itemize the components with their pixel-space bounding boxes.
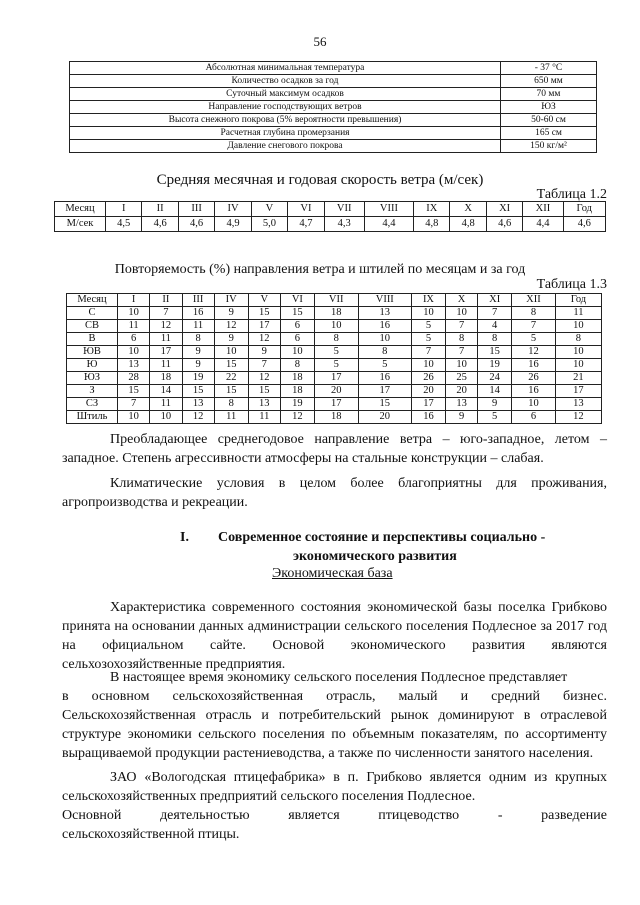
table-cell: 7 xyxy=(445,320,477,333)
table-cell: 9 xyxy=(214,333,248,346)
table-row xyxy=(67,398,602,411)
table-row xyxy=(70,114,597,127)
table-cell: 13 xyxy=(248,398,280,411)
table-cell: 17 xyxy=(150,346,182,359)
table-row xyxy=(67,333,602,346)
wind-repeat-title: Повторяемость (%) направления ветра и штилей по месяцам и за год xyxy=(114,262,526,277)
paragraph-continuation: Сельскохозяйственная отрасль и потребительский рынок доминируют в отраслевой структуре экономики сельского поселения по объемным показателям, по ассортименту выращиваемой продукции растениеводства, а также по численности занятого населения. xyxy=(62,708,607,761)
table-cell: 18 xyxy=(280,385,314,398)
table-cell: 5 xyxy=(314,359,358,372)
word: малый xyxy=(398,689,438,704)
table-cell: 10 xyxy=(314,320,358,333)
table-row xyxy=(67,320,602,333)
table-cell: 16 xyxy=(358,372,412,385)
table-cell: 12 xyxy=(280,411,314,424)
climate-value: 70 мм xyxy=(501,88,597,101)
table-cell: 12 xyxy=(214,320,248,333)
table-cell: 13 xyxy=(182,398,214,411)
table-cell: 15 xyxy=(118,385,150,398)
row-label: СЗ xyxy=(67,398,118,411)
table-row xyxy=(67,385,602,398)
table-cell: 5 xyxy=(478,411,512,424)
paragraph-climate-conditions: Климатические условия в целом более благоприятны для проживания, агропроизводства и рекреации. xyxy=(62,476,607,510)
table-cell: 15 xyxy=(248,385,280,398)
climate-parameter: Суточный максимум осадков xyxy=(70,88,501,101)
table-cell: 7 xyxy=(512,320,556,333)
column-header: X xyxy=(445,294,477,307)
column-header: IV xyxy=(215,202,251,217)
table-cell: 26 xyxy=(512,372,556,385)
table-cell: 11 xyxy=(248,411,280,424)
table-cell: 4,3 xyxy=(324,217,364,232)
paragraph-line: В настоящее время экономику сельского поселения Подлесное представляет xyxy=(110,670,568,685)
table-cell: 7 xyxy=(150,307,182,320)
climate-parameter: Количество осадков за год xyxy=(70,75,501,88)
subheading-economic-base: Экономическая база xyxy=(272,566,393,581)
paragraph-economy-structure xyxy=(62,668,607,763)
table-cell: 4,7 xyxy=(288,217,324,232)
table-row xyxy=(70,140,597,153)
table-cell: 11 xyxy=(214,411,248,424)
paragraph-continuation: ЗАО «Вологодская птицефабрика» в п. Грибково является одним из крупных сельскохозяйственных предприятий сельского поселения Подлесное. xyxy=(62,770,607,804)
column-header: IV xyxy=(214,294,248,307)
table-cell: 7 xyxy=(445,346,477,359)
climate-value: ЮЗ xyxy=(501,101,597,114)
column-header: II xyxy=(142,202,178,217)
column-header: Месяц xyxy=(55,202,106,217)
column-header: VIII xyxy=(364,202,413,217)
section-number: I. xyxy=(180,530,189,545)
word: бизнес. xyxy=(563,689,607,704)
table-cell: 16 xyxy=(358,320,412,333)
wind-speed-title: Средняя месячная и годовая скорость ветра (м/сек) xyxy=(156,172,484,188)
column-header: III xyxy=(178,202,214,217)
table-cell: 4,6 xyxy=(563,217,605,232)
table-cell: 11 xyxy=(555,307,601,320)
word: разведение xyxy=(541,808,607,823)
table-cell: 10 xyxy=(445,307,477,320)
word: средний xyxy=(491,689,540,704)
table-cell: 4,8 xyxy=(450,217,486,232)
column-header: I xyxy=(106,202,142,217)
word: Основной xyxy=(62,808,122,823)
table-cell: 17 xyxy=(314,372,358,385)
table-cell: 7 xyxy=(248,359,280,372)
row-label: М/сек xyxy=(55,217,106,232)
climate-parameter: Направление господствующих ветров xyxy=(70,101,501,114)
table-cell: 13 xyxy=(555,398,601,411)
table-cell: 10 xyxy=(555,359,601,372)
table-cell: 22 xyxy=(214,372,248,385)
table-cell: 10 xyxy=(358,333,412,346)
table-cell: 26 xyxy=(412,372,446,385)
table-cell: 17 xyxy=(555,385,601,398)
column-header: VIII xyxy=(358,294,412,307)
table-cell: 19 xyxy=(478,359,512,372)
word: птицеводство xyxy=(378,808,460,823)
column-header: X xyxy=(450,202,486,217)
table-cell: 6 xyxy=(280,320,314,333)
climate-parameter: Давление снегового покрова xyxy=(70,140,501,153)
table-cell: 24 xyxy=(478,372,512,385)
row-label: В xyxy=(67,333,118,346)
table-cell: 4,6 xyxy=(178,217,214,232)
table-cell: 9 xyxy=(182,359,214,372)
paragraph-justified-line xyxy=(62,687,607,706)
paragraph-wind-direction: Преобладающее среднегодовое направление ветра – юго-западное, летом – западное. Степень агрессивности атмосферы на стальные конструкции – слабая. xyxy=(62,432,607,466)
table-cell: 16 xyxy=(412,411,446,424)
word: является xyxy=(288,808,340,823)
table-cell: 5 xyxy=(412,333,446,346)
table-cell: 15 xyxy=(248,307,280,320)
table-cell: 6 xyxy=(512,411,556,424)
climate-parameter: Расчетная глубина промерзания xyxy=(70,127,501,140)
table-cell: 12 xyxy=(248,333,280,346)
table-cell: 10 xyxy=(412,307,446,320)
row-label: ЮЗ xyxy=(67,372,118,385)
word: основном xyxy=(91,689,150,704)
table-cell: 9 xyxy=(445,411,477,424)
table-row xyxy=(55,217,606,232)
table-cell: 12 xyxy=(555,411,601,424)
climate-value: - 37 °С xyxy=(501,62,597,75)
table-cell: 15 xyxy=(214,359,248,372)
table-cell: 6 xyxy=(280,333,314,346)
climate-value: 165 см xyxy=(501,127,597,140)
column-header: II xyxy=(150,294,182,307)
table-cell: 17 xyxy=(248,320,280,333)
table-cell: 20 xyxy=(412,385,446,398)
column-header: III xyxy=(182,294,214,307)
table-cell: 6 xyxy=(118,333,150,346)
column-header: Год xyxy=(563,202,605,217)
paragraph-poultry-farm xyxy=(62,768,607,844)
table-cell: 12 xyxy=(512,346,556,359)
row-label: Штиль xyxy=(67,411,118,424)
table-cell: 15 xyxy=(358,398,412,411)
table-cell: 9 xyxy=(248,346,280,359)
table-cell: 8 xyxy=(555,333,601,346)
table-cell: 28 xyxy=(118,372,150,385)
table-cell: 14 xyxy=(478,385,512,398)
table-cell: 12 xyxy=(248,372,280,385)
table-cell: 8 xyxy=(478,333,512,346)
column-header: IX xyxy=(414,202,450,217)
table-cell: 10 xyxy=(150,411,182,424)
paragraph-justified-line xyxy=(62,806,607,825)
table-cell: 10 xyxy=(118,346,150,359)
table-header-row xyxy=(67,294,602,307)
table-cell: 19 xyxy=(280,398,314,411)
column-header: I xyxy=(118,294,150,307)
table-row xyxy=(70,127,597,140)
climate-parameter: Высота снежного покрова (5% вероятности превышения) xyxy=(70,114,501,127)
row-label: ЮВ xyxy=(67,346,118,359)
table-cell: 11 xyxy=(150,398,182,411)
column-header: XII xyxy=(523,202,563,217)
word: в xyxy=(62,689,69,704)
table-cell: 15 xyxy=(280,307,314,320)
table-cell: 8 xyxy=(358,346,412,359)
page-number: 56 xyxy=(313,34,327,49)
climate-value: 50-60 см xyxy=(501,114,597,127)
table-cell: 13 xyxy=(358,307,412,320)
row-label: СВ xyxy=(67,320,118,333)
table-cell: 10 xyxy=(118,411,150,424)
table-cell: 18 xyxy=(314,411,358,424)
word: - xyxy=(497,808,503,823)
table-cell: 10 xyxy=(214,346,248,359)
table-cell: 25 xyxy=(445,372,477,385)
table-row xyxy=(70,62,597,75)
table-cell: 8 xyxy=(280,359,314,372)
table-cell: 10 xyxy=(445,359,477,372)
table-cell: 10 xyxy=(555,320,601,333)
table-cell: 11 xyxy=(182,320,214,333)
table-cell: 10 xyxy=(280,346,314,359)
table-cell: 8 xyxy=(182,333,214,346)
climate-value: 150 кг/м² xyxy=(501,140,597,153)
section-title-line1: Современное состояние и перспективы социально - xyxy=(218,530,546,545)
table-cell: 10 xyxy=(555,346,601,359)
table-cell: 8 xyxy=(445,333,477,346)
paragraph-economic-characteristics: Характеристика современного состояния экономической базы поселка Грибково принята на основании данных администрации сельского поселения Подлесное за 2017 год на официальном сайте. Основой экономического развития являются сельхозохозяйственные предприятия. xyxy=(62,600,607,672)
table-cell: 20 xyxy=(358,411,412,424)
column-header: VII xyxy=(324,202,364,217)
table-row xyxy=(67,411,602,424)
table-cell: 9 xyxy=(478,398,512,411)
column-header: IX xyxy=(412,294,446,307)
row-label: С xyxy=(67,307,118,320)
table-cell: 8 xyxy=(314,333,358,346)
column-header: XI xyxy=(478,294,512,307)
table-cell: 15 xyxy=(214,385,248,398)
table-row xyxy=(67,372,602,385)
table-cell: 17 xyxy=(314,398,358,411)
table-cell: 5 xyxy=(412,320,446,333)
column-header: VI xyxy=(280,294,314,307)
table-cell: 7 xyxy=(478,307,512,320)
table-cell: 12 xyxy=(150,320,182,333)
climate-table xyxy=(69,61,597,153)
wind-repeat-table-label: Таблица 1.3 xyxy=(536,277,607,292)
table-cell: 18 xyxy=(150,372,182,385)
table-cell: 20 xyxy=(314,385,358,398)
table-cell: 12 xyxy=(182,411,214,424)
table-cell: 11 xyxy=(150,359,182,372)
table-cell: 11 xyxy=(150,333,182,346)
word: отрасль, xyxy=(326,689,376,704)
table-cell: 18 xyxy=(314,307,358,320)
table-row xyxy=(67,359,602,372)
table-cell: 18 xyxy=(280,372,314,385)
table-cell: 14 xyxy=(150,385,182,398)
climate-value: 650 мм xyxy=(501,75,597,88)
table-cell: 10 xyxy=(118,307,150,320)
climate-parameter: Абсолютная минимальная температура xyxy=(70,62,501,75)
table-cell: 5,0 xyxy=(251,217,287,232)
column-header: V xyxy=(251,202,287,217)
table-cell: 7 xyxy=(118,398,150,411)
table-cell: 7 xyxy=(412,346,446,359)
column-header: VI xyxy=(288,202,324,217)
table-cell: 4,4 xyxy=(523,217,563,232)
table-cell: 13 xyxy=(118,359,150,372)
table-cell: 16 xyxy=(182,307,214,320)
row-label: З xyxy=(67,385,118,398)
word: деятельностью xyxy=(160,808,250,823)
table-cell: 4 xyxy=(478,320,512,333)
table-cell: 20 xyxy=(445,385,477,398)
table-cell: 15 xyxy=(478,346,512,359)
table-cell: 17 xyxy=(358,385,412,398)
table-cell: 9 xyxy=(214,307,248,320)
column-header: XI xyxy=(486,202,522,217)
wind-repeat-table xyxy=(66,293,602,424)
table-cell: 4,9 xyxy=(215,217,251,232)
table-cell: 10 xyxy=(512,398,556,411)
paragraph-ending: сельскохозяйственной птицы. xyxy=(62,827,240,842)
table-cell: 11 xyxy=(118,320,150,333)
table-cell: 4,6 xyxy=(486,217,522,232)
word: и xyxy=(460,689,469,704)
table-cell: 13 xyxy=(445,398,477,411)
table-row xyxy=(67,346,602,359)
table-cell: 8 xyxy=(214,398,248,411)
word: сельскохозяйственная xyxy=(172,689,304,704)
table-cell: 4,6 xyxy=(142,217,178,232)
table-cell: 9 xyxy=(182,346,214,359)
table-cell: 5 xyxy=(314,346,358,359)
table-cell: 16 xyxy=(512,385,556,398)
table-cell: 8 xyxy=(512,307,556,320)
column-header: V xyxy=(248,294,280,307)
table-cell: 4,4 xyxy=(364,217,413,232)
table-row xyxy=(70,88,597,101)
table-header-row xyxy=(55,202,606,217)
table-row xyxy=(70,101,597,114)
section-title-line2: экономического развития xyxy=(293,549,457,564)
table-row xyxy=(67,307,602,320)
table-cell: 5 xyxy=(512,333,556,346)
table-cell: 19 xyxy=(182,372,214,385)
table-cell: 10 xyxy=(412,359,446,372)
column-header: Месяц xyxy=(67,294,118,307)
column-header: XII xyxy=(512,294,556,307)
wind-speed-table xyxy=(54,201,606,232)
table-cell: 16 xyxy=(512,359,556,372)
table-cell: 5 xyxy=(358,359,412,372)
column-header: Год xyxy=(555,294,601,307)
table-cell: 4,8 xyxy=(414,217,450,232)
table-cell: 15 xyxy=(182,385,214,398)
table-row xyxy=(70,75,597,88)
table-cell: 4,5 xyxy=(106,217,142,232)
table-cell: 21 xyxy=(555,372,601,385)
table-cell: 17 xyxy=(412,398,446,411)
column-header: VII xyxy=(314,294,358,307)
wind-speed-table-label: Таблица 1.2 xyxy=(536,187,607,202)
row-label: Ю xyxy=(67,359,118,372)
